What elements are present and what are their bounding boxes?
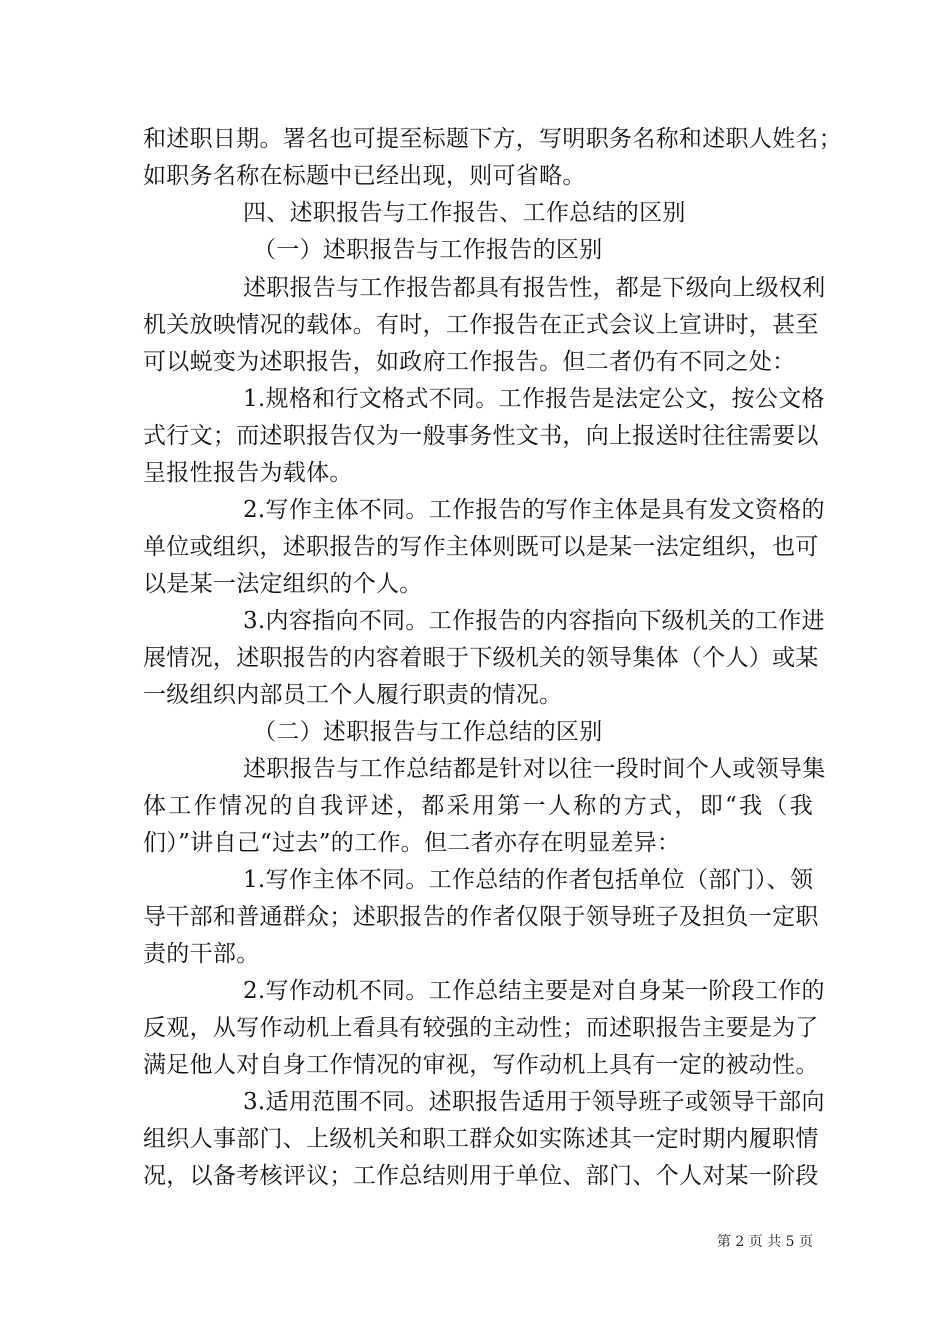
list-item-text: 2.写作动机不同。工作总结主要是对自身某一阶段工作的 xyxy=(243,978,825,1004)
subsection-heading: （一）述职报告与工作报告的区别 xyxy=(253,237,603,263)
list-item-text: 2.写作主体不同。工作报告的写作主体是具有发文资格的 xyxy=(243,497,825,523)
text-line: 述职报告与工作总结都是针对以往一段时间个人或领导集 xyxy=(243,756,826,782)
list-item-text: 3.内容指向不同。工作报告的内容指向下级机关的工作进 xyxy=(243,608,825,634)
text-line: 述职报告与工作报告都具有报告性，都是下级向上级权利 xyxy=(243,275,826,301)
text-line: 展情况，述职报告的内容着眼于下级机关的领导集体（个人）或某 xyxy=(143,645,819,671)
text-line: 体工作情况的自我评述，都采用第一人称的方式，即“我（我 xyxy=(143,793,813,819)
section-heading: 四、述职报告与工作报告、工作总结的区别 xyxy=(243,200,686,226)
subsection-heading: （二）述职报告与工作总结的区别 xyxy=(253,719,603,745)
text-line: 组织人事部门、上级机关和职工群众如实陈述其一定时期内履职情 xyxy=(143,1126,819,1152)
text-line: 们）”讲自己“过去”的工作。但二者亦存在明显差异： xyxy=(143,830,681,856)
text-line: 导干部和普通群众；述职报告的作者仅限于领导班子及担负一定职 xyxy=(143,904,819,930)
text-line: 一级组织内部员工个人履行职责的情况。 xyxy=(143,682,563,708)
list-item-text: 1.写作主体不同。工作总结的作者包括单位（部门）、领 xyxy=(243,867,814,893)
text-line: 责的干部。 xyxy=(143,941,260,967)
page-number: 第 2 页 共 5 页 xyxy=(716,1234,813,1250)
list-item-text: 1.规格和行文格式不同。工作报告是法定公文，按公文格 xyxy=(243,386,825,412)
text-line: 以是某一法定组织的个人。 xyxy=(143,571,423,597)
text-line: 如职务名称在标题中已经出现，则可省略。 xyxy=(143,163,586,189)
text-line: 单位或组织，述职报告的写作主体则既可以是某一法定组织，也可 xyxy=(143,534,819,560)
text-line: 和述职日期。署名也可提至标题下方，写明职务名称和述职人姓名； xyxy=(143,126,842,152)
text-line: 呈报性报告为载体。 xyxy=(143,460,353,486)
list-item-text: 3.适用范围不同。述职报告适用于领导班子或领导干部向 xyxy=(243,1089,825,1115)
text-line: 况，以备考核评议；工作总结则用于单位、部门、个人对某一阶段 xyxy=(143,1163,819,1189)
text-line: 反观，从写作动机上看具有较强的主动性；而述职报告主要是为了 xyxy=(143,1015,819,1041)
text-line: 满足他人对自身工作情况的审视，写作动机上具有一定的被动性。 xyxy=(143,1052,819,1078)
text-line: 式行文；而述职报告仅为一般事务性文书，向上报送时往往需要以 xyxy=(143,423,819,449)
text-line: 可以蜕变为述职报告，如政府工作报告。但二者仍有不同之处： xyxy=(143,349,796,375)
text-line: 机关放映情况的载体。有时，工作报告在正式会议上宣讲时，甚至 xyxy=(143,312,819,338)
